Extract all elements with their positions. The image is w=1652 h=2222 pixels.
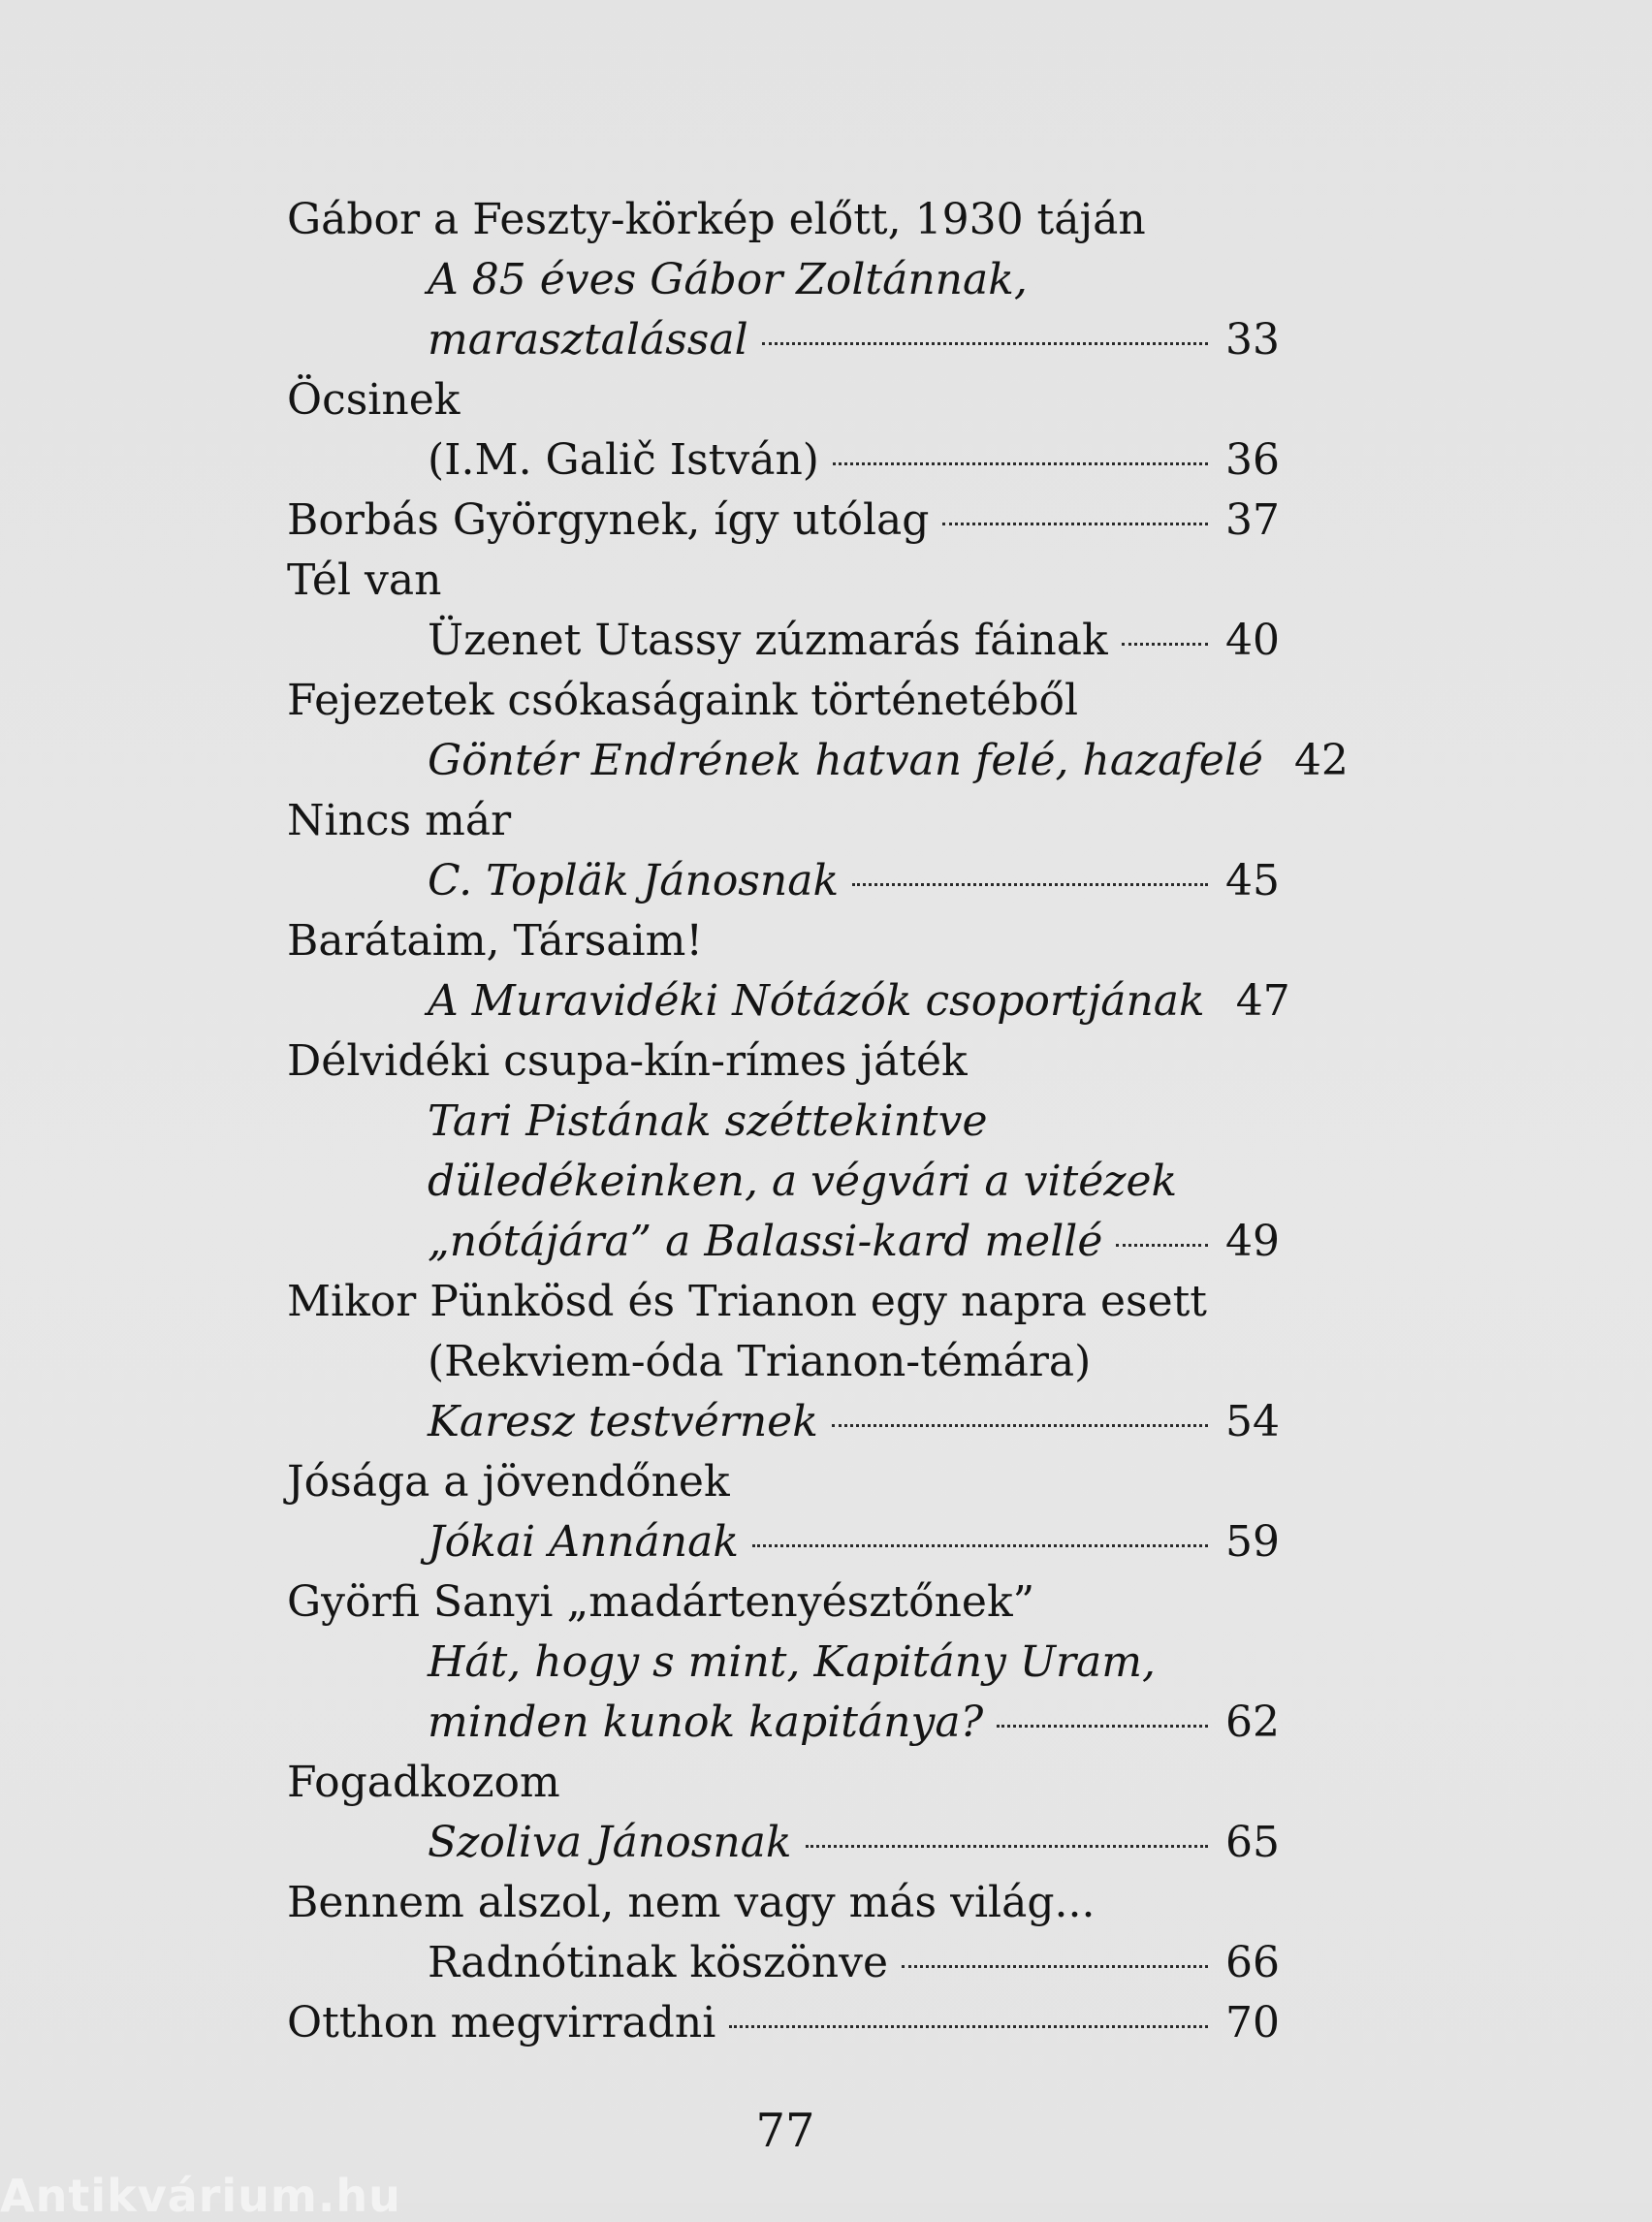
- toc-line: [287, 1452, 1280, 1512]
- toc-entry-row: [428, 851, 1280, 911]
- toc-entry-title: düledékeinken, a végvári a vitézek: [428, 1157, 1178, 1206]
- table-of-contents: [287, 190, 1349, 2053]
- toc-entry-title: marasztalással: [428, 315, 748, 365]
- toc-entry-title: Üzenet Utassy zúzmarás fáinak: [428, 616, 1108, 665]
- toc-entry-row: [428, 731, 1349, 791]
- toc-entry-row: [428, 1813, 1280, 1873]
- toc-entry-title: Fogadkozom: [287, 1758, 560, 1807]
- toc-page-number: 37: [1225, 495, 1280, 545]
- toc-entry-row: [428, 971, 1290, 1032]
- toc-line: [287, 671, 1280, 731]
- toc-page-number: 42: [1293, 736, 1349, 785]
- toc-entry-title: Gábor a Feszty-körkép előtt, 1930 táján: [287, 195, 1146, 244]
- dot-leader: [1116, 1244, 1208, 1247]
- toc-line: [287, 551, 1280, 611]
- toc-entry-row: [287, 1993, 1280, 2053]
- toc-entry-title: Hát, hogy s mint, Kapitány Uram,: [428, 1637, 1156, 1687]
- toc-page-number: 36: [1225, 435, 1280, 485]
- toc-page-number: 54: [1225, 1397, 1280, 1446]
- toc-line: [287, 731, 1349, 791]
- dot-leader: [1122, 643, 1208, 646]
- toc-line: [287, 851, 1280, 911]
- toc-entry-title: „nótájára” a Balassi-kard mellé: [428, 1217, 1103, 1266]
- toc-entry-title: Tari Pistának széttekintve: [428, 1096, 988, 1146]
- toc-entry-title: Otthon megvirradni: [287, 1998, 716, 2047]
- toc-entry-title: Radnótinak köszönve: [428, 1938, 888, 1987]
- toc-line: [287, 1693, 1280, 1753]
- toc-line: [287, 190, 1280, 250]
- toc-entry-title: Szoliva Jánosnak: [428, 1818, 792, 1867]
- watermark-text: Antikvárium.hu: [0, 2170, 401, 2222]
- toc-entry-title: Jókai Annának: [428, 1517, 739, 1567]
- toc-line: [287, 1993, 1280, 2053]
- toc-entry-title: Borbás Györgynek, így utólag: [287, 495, 930, 545]
- toc-page-number: 65: [1225, 1818, 1280, 1867]
- toc-line: [287, 1813, 1280, 1873]
- toc-line: [287, 611, 1280, 671]
- toc-entry-row: [428, 1512, 1280, 1572]
- dot-leader: [806, 1845, 1208, 1848]
- toc-line: [287, 911, 1280, 971]
- toc-entry-row: [287, 491, 1280, 551]
- toc-page-number: 40: [1225, 616, 1280, 665]
- toc-entry-row: [428, 1693, 1280, 1753]
- toc-page-number: 49: [1225, 1217, 1280, 1266]
- dot-leader: [902, 1965, 1208, 1968]
- toc-line: [287, 1272, 1280, 1332]
- toc-line: [287, 1753, 1280, 1813]
- toc-line: [287, 791, 1280, 851]
- toc-page-number: 62: [1225, 1698, 1280, 1747]
- toc-entry-row: [428, 430, 1280, 491]
- toc-line: [287, 1873, 1280, 1933]
- toc-line: [287, 1633, 1280, 1693]
- dot-leader: [833, 462, 1208, 465]
- toc-page-number: 47: [1235, 976, 1290, 1026]
- toc-entry-title: Délvidéki csupa-kín-rímes játék: [287, 1036, 968, 1086]
- toc-line: [287, 1032, 1280, 1092]
- toc-line: [287, 310, 1280, 370]
- dot-leader: [752, 1544, 1208, 1547]
- toc-entry-title: Göntér Endrének hatvan felé, hazafelé: [428, 736, 1263, 785]
- toc-entry-title: Györfi Sanyi „madártenyésztőnek”: [287, 1577, 1035, 1627]
- toc-page-number: 70: [1225, 1998, 1280, 2047]
- toc-page-number: 45: [1225, 856, 1280, 905]
- toc-line: [287, 1572, 1280, 1633]
- toc-entry-title: (Rekviem-óda Trianon-témára): [428, 1337, 1092, 1386]
- dot-leader: [729, 2025, 1208, 2028]
- dot-leader: [832, 1424, 1208, 1427]
- toc-line: [287, 370, 1280, 430]
- toc-page-number: 33: [1225, 315, 1280, 365]
- toc-page-number: 59: [1225, 1517, 1280, 1567]
- dot-leader: [942, 523, 1208, 525]
- toc-line: [287, 971, 1290, 1032]
- toc-line: [287, 250, 1280, 310]
- toc-line: [287, 1092, 1280, 1152]
- toc-entry-row: [428, 310, 1280, 370]
- toc-entry-title: Fejezetek csókaságaink történetéből: [287, 676, 1079, 725]
- toc-line: [287, 1392, 1280, 1452]
- toc-page-number: 66: [1225, 1938, 1280, 1987]
- toc-entry-title: Öcsinek: [287, 375, 461, 425]
- toc-entry-title: C. Topläk Jánosnak: [428, 856, 840, 905]
- dot-leader: [852, 883, 1208, 886]
- dot-leader: [997, 1725, 1208, 1728]
- toc-line: [287, 1512, 1280, 1572]
- toc-entry-title: Bennem alszol, nem vagy más világ...: [287, 1878, 1096, 1927]
- toc-entry-title: Karesz testvérnek: [428, 1397, 818, 1446]
- toc-entry-row: [428, 1392, 1280, 1452]
- toc-line: [287, 430, 1280, 491]
- toc-entry-title: Jósága a jövendőnek: [287, 1457, 730, 1507]
- toc-entry-row: [428, 1212, 1280, 1272]
- toc-entry-title: Mikor Pünkösd és Trianon egy napra esett: [287, 1277, 1207, 1326]
- toc-line: [287, 491, 1280, 551]
- toc-entry-title: minden kunok kapitánya?: [428, 1698, 984, 1747]
- toc-entry-row: [428, 611, 1280, 671]
- toc-entry-row: [428, 1933, 1280, 1993]
- dot-leader: [762, 342, 1208, 345]
- toc-entry-title: Nincs már: [287, 796, 512, 845]
- toc-entry-title: Tél van: [287, 556, 442, 605]
- toc-line: [287, 1933, 1280, 1993]
- toc-entry-title: Barátaim, Társaim!: [287, 916, 703, 966]
- toc-entry-title: (I.M. Galič István): [428, 435, 819, 485]
- page-number: 77: [755, 2104, 815, 2158]
- toc-line: [287, 1332, 1280, 1392]
- toc-entry-title: A Muravidéki Nótázók csoportjának: [428, 976, 1205, 1026]
- toc-line: [287, 1212, 1280, 1272]
- toc-line: [287, 1152, 1280, 1212]
- toc-entry-title: A 85 éves Gábor Zoltánnak,: [428, 255, 1028, 304]
